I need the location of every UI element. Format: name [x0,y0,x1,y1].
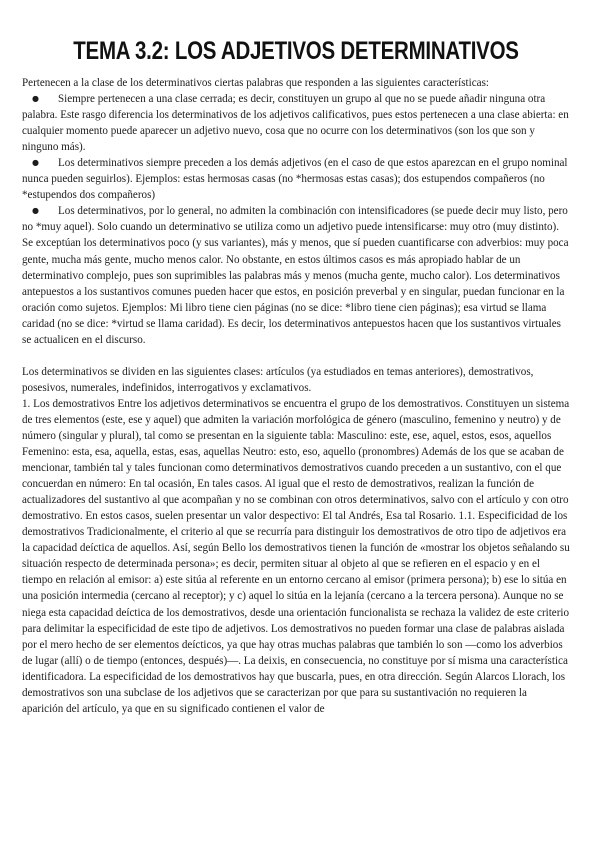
bullet-item [22,155,570,203]
bullet-text: Siempre pertenecen a una clase cerrada; es decir, constituyen un grupo al que no se puede añadir ninguna otra palabra. Este rasgo diferencia los determinativos de los adjetivos calificativos, pues estos pertenecen a una clase abierta: en cualquier momento puede aparecer un adjetivo nuevo, cosa que no ocurre con los determinativos (son los que son y ninguno más). [22,93,569,154]
classes-paragraph: Los determinativos se dividen en las siguientes clases: artículos (ya estudiados en temas anteriores), demostrativos, posesivos, numerales, indefinidos, interrogativos y exclamativos. [22,365,534,394]
bullet-icon: ● [32,158,39,168]
paragraph-spacer [22,348,570,364]
bullet-icon: ● [32,94,39,104]
document-body [22,75,570,717]
bullet-item [22,203,570,347]
bullet-item [22,91,570,155]
demonstratives-paragraph: 1. Los demostrativos Entre los adjetivos determinativos se encuentra el grupo de los demostrativos. Constituyen un sistema de tres elementos (este, ese y aquel) que admiten la variación morfológica de género (masculino, femenino y neutro) y de número (singular y plural), tal como se presentan en la siguiente tabla: Masculino: este, ese, aquel, estos, esos, aquellos Femenino: esta, esa, aquella, estas, esas, aquellas Neutro: esto, eso, aquello (pronombres) Además de los que se acaban de mencionar, también tal y tales funcionan como determinativos demostrativos cuando preceden a un sustantivo, con el que concuerdan en número: En tal ocasión, En tales casos. Al igual que el resto de demostrativos, realizan la función de actualizadores del sustantivo al que acompañan y no se combinan con otros determinativos, salvo con el artículo y con otro demostrativo. En estos casos, suelen presentar un valor despectivo: El tal Andrés, Esa tal Rosario. 1.1. Especificidad de los demostrativos Tradicionalmente, el criterio al que se recurría para distinguir los demostrativos de otro tipo de adjetivos era la capacidad deíctica de aquellos. Así, según Bello los demostrativos tienen la función de «mostrar los objetos señalando su situación respecto de determinada persona»; es decir, permiten situar al objeto al que se refieren en el espacio y en el tiempo en relación al emisor: a) este sitúa al referente en un entorno cercano al emisor (primera persona); b) ese lo sitúa en una posición intermedia (cercano al receptor); y c) aquel lo sitúa en la lejanía (cercano a la tercera persona). Aunque no se niega esta capacidad deíctica de los demostrativos, desde una orientación funcionalista se rechaza la validez de este criterio para delimitar la especificidad de este tipo de adjetivos. Los demostrativos no pueden formar una clase de palabras aislada por el mero hecho de ser elementos deícticos, ya que hay otras muchas palabras que también lo son —como los adverbios de lugar (allí) o de tiempo (entonces, después)—. La deixis, en consecuencia, no constituye por sí misma una característica identificadora. La especificidad de los demostrativos hay que buscarla, pues, en otra dirección. Según Alarcos Llorach, los demostrativos son una subclase de los adjetivos que se caracterizan por que para su sustantivación no requieren la aparición del artículo, ya que en su significado contienen el valor de [22,397,570,715]
bullet-text: Los determinativos, por lo general, no admiten la combinación con intensificadores (se puede decir muy listo, pero no *muy aquel). Solo cuando un determinativo se utiliza como un adjetivo puede intensificarse: muy otro (muy distinto). Se exceptúan los determinativos poco (y sus variantes), más y menos, que sí pueden cuantificarse con adverbios: muy poca gente, mucha más gente, mucho menos calor. No obstante, en estos últimos casos es más apropiado hablar de un determinativo complejo, pues son suprimibles las palabras más y menos (mucha gente, mucho calor). Los determinativos antepuestos a los sustantivos comunes pueden hacer que estos, en posición preverbal y en singular, puedan funcionar en la oración como sujetos. Ejemplos: Mi libro tiene cien páginas (no se dice: *libro tiene cien páginas); esa virtud se llama caridad (no se dice: *virtud se llama caridad). Es decir, los determinativos antepuestos hacen que los sustantivos virtuales se actualicen en el discurso. [22,205,569,346]
page-title: TEMA 3.2: LOS ADJETIVOS DETERMINATIVOS [73,37,519,65]
bullet-icon: ● [32,206,39,216]
bullet-text: Los determinativos siempre preceden a los demás adjetivos (en el caso de que estos aparezcan en el grupo nominal nunca pueden seguirlos). Ejemplos: estas hermosas casas (no *hermosas estas casas); dos estupendos compañeros (no *estupendos dos compañeros) [22,157,568,202]
intro-paragraph: Pertenecen a la clase de los determinativos ciertas palabras que responden a las siguientes características: [22,77,489,89]
